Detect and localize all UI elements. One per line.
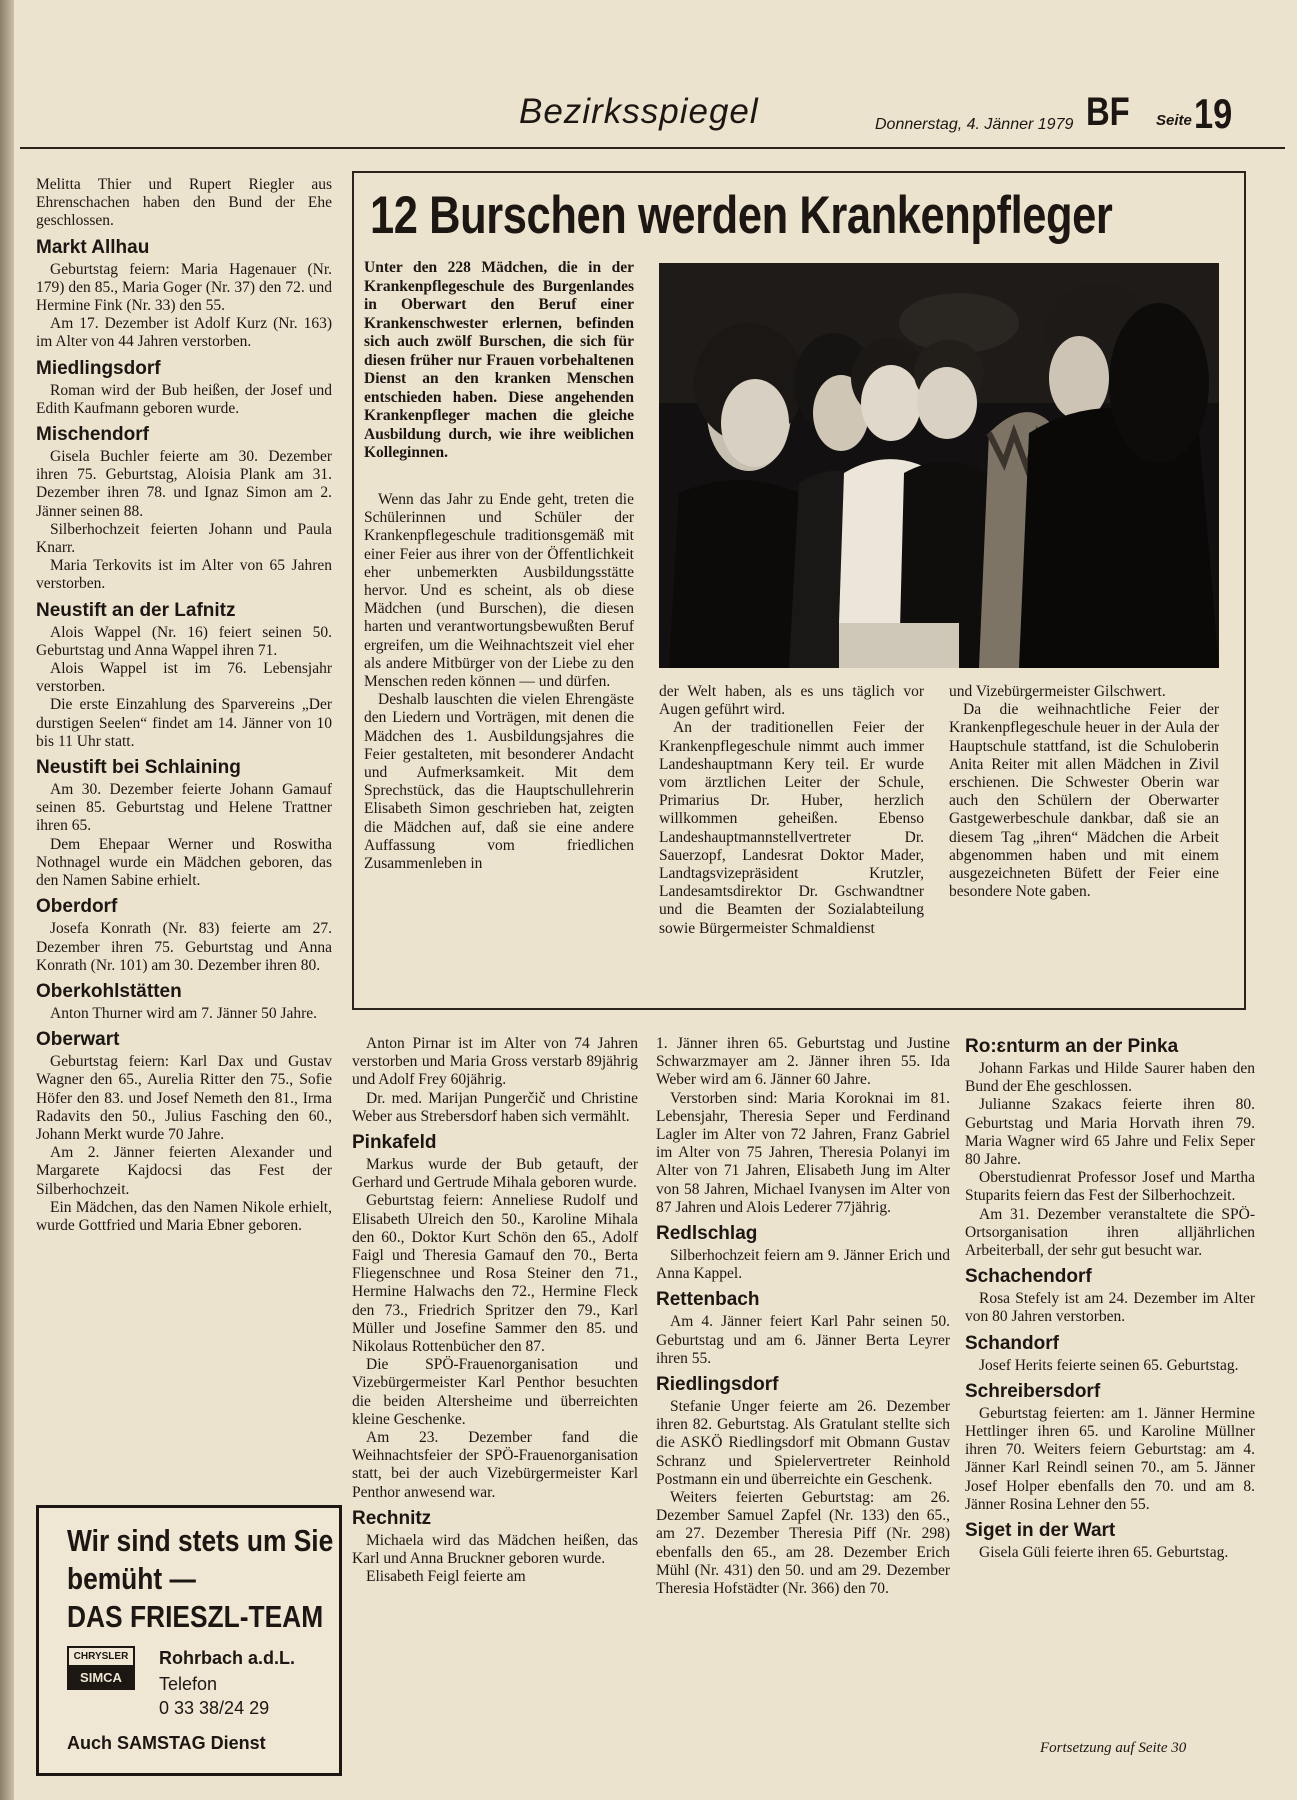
locality-heading: Mischendorf — [36, 424, 149, 446]
news-paragraph: Am 4. Jänner feiert Karl Pahr seinen 50. Geburtstag und am 6. Jänner Berta Leyrer ihren 55. — [656, 1313, 950, 1367]
news-paragraph: Weiters feierten Geburtstag: am 26. Dezember Samuel Zapfel (Nr. 133) den 65., am 27. Dezember Theresia Piff (Nr. 298) ebenfalls den 65., am 28. Dezember Erich Mühl (Nr. 431) den 50. und am 29. Dezember Theresia Hofstädter (Nr. 366) den 70. — [656, 1489, 950, 1598]
news-paragraph: Oberstudienrat Professor Josef und Martha Stuparits feiern das Fest der Silberhochzeit. — [965, 1169, 1255, 1205]
news-paragraph: Silberhochzeit feierten Johann und Paula Knarr. — [36, 520, 332, 557]
news-paragraph: Josefa Konrath (Nr. 83) feierte am 27. Dezember ihren 75. Geburtstag und Anna Konrath (Nr. 101) am 30. Dezember ihren 80. — [36, 920, 332, 974]
locality-heading: Schreibersdorf — [965, 1380, 1101, 1402]
ad-location: Rohrbach a.d.L. — [159, 1648, 296, 1668]
news-paragraph: Stefanie Unger feierte am 26. Dezember ihren 82. Geburtstag. Als Gratulant stellte sich die ASKÖ Riedlingsdorf mit Obmann Gustav Schranz und Spielervertreter Reinhold Postmann ein und überreichte ein Geschenk. — [656, 1398, 950, 1488]
frieszl-advertisement — [36, 1505, 342, 1776]
header-rule — [20, 147, 1285, 149]
feature-paragraph: Wenn das Jahr zu Ende geht, treten die Schülerinnen und Schüler der Krankenpflegeschule traditionsgemäß mit einer Feier aus ihrer von der Öffentlichkeit eher unbemerkten Ausbildungsstätte hervor. Und es scheint, als ob diese Mädchen (und Burschen), die diesen harten und verantwortungsbewußten Beruf ergreifen, um die Weihnachtszeit viel eher als andere Mitbürger von der Liebe zu den Menschen reden können — und dürfen. — [364, 491, 634, 691]
ad-footer: Auch SAMSTAG Dienst — [67, 1733, 266, 1753]
news-paragraph: Am 23. Dezember fand die Weihnachtsfeier der SPÖ-Frauenorganisation statt, bei der auch Vizebürgermeister Karl Penthor anwesend war. — [352, 1429, 638, 1501]
news-paragraph: Maria Terkovits ist im Alter von 65 Jahren verstorben. — [36, 557, 332, 593]
feature-body-column-2 — [659, 683, 924, 938]
page-label: Seite — [1156, 112, 1192, 129]
locality-heading: Miedlingsdorf — [36, 357, 161, 379]
news-paragraph: Anton Thurner wird am 7. Jänner 50 Jahre. — [50, 1004, 318, 1022]
ad-headline-line: bemüht — — [67, 1561, 196, 1596]
feature-paragraph: Da die weihnachtliche Feier der Krankenpflegeschule heuer in der Aula der Hauptschule stattfand, ist die Schuloberin Anita Reiter mit allen Mädchen in Zivil erschienen. Die Schwester Oberin war auch den Schülern der Oberwarter Gastgewerbeschule dankbar, daß sie an diesem Tag „ihren“ Mädchen die Arbeit abgenommen haben und mit einem ausgezeichneten Büfett der Feier eine besondere Note gaben. — [949, 701, 1219, 901]
news-paragraph: Am 17. Dezember ist Adolf Kurz (Nr. 163) im Alter von 44 Jahren verstorben. — [36, 315, 332, 351]
feature-body-column-3 — [949, 683, 1219, 901]
news-paragraph: Julianne Szakacs feierte ihren 80. Geburtstag und Maria Horvath ihren 79. Maria Wagner wird 65 Jahre und Felix Seper 80 Jahre. — [965, 1096, 1255, 1169]
news-paragraph: Roman wird der Bub heißen, der Josef und Edith Kaufmann geboren wurde. — [36, 381, 332, 417]
locality-heading: Ro:ɛnturm an der Pinka — [965, 1036, 1179, 1057]
locality-heading: Siget in der Wart — [965, 1520, 1116, 1542]
locality-heading: Neustift an der Lafnitz — [36, 599, 236, 621]
locality-heading: Markt Allhau — [36, 236, 150, 258]
locality-heading: Oberkohlstätten — [36, 980, 182, 1002]
news-paragraph: Johann Farkas und Hilde Saurer haben den Bund der Ehe geschlossen. — [965, 1060, 1255, 1096]
nurses-photo-image — [659, 263, 1219, 668]
news-paragraph: Die erste Einzahlung des Sparvereins „Der durstigen Seelen“ findet am 14. Jänner von 10 bis 11 Uhr statt. — [36, 696, 332, 750]
news-paragraph: Verstorben sind: Maria Koroknai im 81. Lebensjahr, Theresia Seper und Ferdinand Lagler im Alter von 72 Jahren, Franz Gabriel im Alter von 75 Jahren, Theresia Polanyi im Alter von 71 Jahren, Elisabeth Jung im Alter von 58 Jahren, Michael Ivanysen im Alter von 87 Jahren und Alois Lederer 77jährig. — [656, 1089, 950, 1216]
news-paragraph: Am 2. Jänner feierten Alexander und Margarete Kajdocsi das Fest der Silberhochzeit. — [36, 1144, 332, 1198]
brand-simca: SIMCA — [69, 1667, 133, 1688]
ad-headline — [67, 1522, 333, 1636]
ad-phone-label: Telefon — [159, 1674, 218, 1694]
ad-headline-line: DAS FRIESZL-TEAM — [67, 1599, 324, 1634]
news-paragraph: Elisabeth Feigl feierte am — [366, 1568, 526, 1586]
feature-paragraph: Deshalb lauschten die vielen Ehrengäste den Liedern und Vorträgen, mit denen die Mädchen des 1. Ausbildungsjahres die Feier gestalteten, mit besonderer Andacht und Aufmerksamkeit. Mit dem Sprechstück, das die Hauptschullehrerin Elisabeth Simon geschrieben hat, zeigten die Mädchen auf, daß sie eine andere Auffassung vom friedlichen Zusammenleben in — [364, 691, 634, 873]
news-column-2 — [352, 1035, 638, 1586]
locality-heading: Oberdorf — [36, 896, 118, 918]
feature-photo — [659, 263, 1219, 668]
news-paragraph: 1. Jänner ihren 65. Geburtstag und Justine Schwarzmayer am 2. Jänner ihren 55. Ida Weber wird am 6. Jänner 60 Jahre. — [656, 1035, 950, 1089]
page-number: 19 — [1194, 90, 1233, 137]
news-paragraph: Am 31. Dezember veranstaltete die SPÖ-Ortsorganisation ihren alljährlichen Arbeiterball, der sehr gut besucht war. — [965, 1205, 1255, 1260]
brand-chrysler: CHRYSLER — [69, 1648, 133, 1667]
locality-heading: Neustift bei Schlaining — [36, 757, 241, 779]
news-paragraph: Markus wurde der Bub getauft, der Gerhard und Gertrude Mihala geboren wurde. — [352, 1156, 638, 1192]
news-column-4 — [965, 1030, 1255, 1562]
news-paragraph: Ein Mädchen, das den Namen Nikole erhielt, wurde Gottfried und Maria Ebner geboren. — [36, 1198, 332, 1234]
locality-heading: Riedlingsdorf — [656, 1374, 779, 1396]
news-column-1 — [36, 176, 332, 1235]
feature-headline: 12 Burschen werden Krankenpfleger — [370, 186, 1113, 245]
news-paragraph: Dr. med. Marijan Pungerčič und Christine Weber aus Strebersdorf haben sich vermählt. — [352, 1089, 638, 1125]
page-header — [14, 0, 1297, 150]
news-paragraph: Geburtstag feierten: am 1. Jänner Hermine Hettlinger ihren 65. und Karoline Müllner ihren 70. Weiters feiern Geburtstag: am 4. Jänner Karl Reindl seinen 70., am 5. Jänner Josef Holper ebenfalls den 70. und am 8. Jänner Rosina Lehner den 55. — [965, 1404, 1255, 1513]
locality-heading: Rettenbach — [656, 1289, 760, 1311]
locality-heading: Schandorf — [965, 1332, 1059, 1354]
news-paragraph: Melitta Thier und Rupert Riegler aus Ehrenschachen haben den Bund der Ehe geschlossen. — [36, 176, 332, 230]
feature-paragraph: und Vizebürgermeister Gilschwert. — [949, 683, 1166, 700]
ad-headline-line: Wir sind stets um Sie — [67, 1523, 334, 1558]
issue-date: Donnerstag, 4. Jänner 1979 — [875, 116, 1074, 133]
news-paragraph: Am 30. Dezember feierte Johann Gamauf seinen 85. Geburtstag und Helene Trattner ihren 65. — [36, 781, 332, 835]
news-paragraph: Geburtstag feiern: Maria Hagenauer (Nr. 179) den 85., Maria Goger (Nr. 37) den 72. und Hermine Fink (Nr. 33) den 55. — [36, 260, 332, 315]
chrysler-simca-logo — [67, 1646, 135, 1690]
news-paragraph: Die SPÖ-Frauenorganisation und Vizebürgermeister Karl Penthor besuchten die beiden Altersheime und überreichten kleine Geschenke. — [352, 1356, 638, 1428]
locality-heading: Redlschlag — [656, 1223, 758, 1245]
locality-heading: Pinkafeld — [352, 1132, 437, 1154]
news-paragraph: Rosa Stefely ist am 24. Dezember im Alter von 80 Jahren verstorben. — [965, 1290, 1255, 1326]
feature-lead: Unter den 228 Mädchen, die in der Krankenpflegeschule des Burgenlandes in Oberwart den Beruf einer Krankenschwester erlernen, befinden sich auch zwölf Burschen, die sich für diesen früher nur Frauen vorbehaltenen Dienst an den kranken Menschen entschieden haben. Diese angehenden Krankenpfleger machen die gleiche Ausbildung durch, wie ihre weiblichen Kolleginnen. — [364, 259, 634, 461]
section-title: Bezirksspiegel — [519, 92, 759, 131]
locality-heading: Schachendorf — [965, 1266, 1092, 1288]
feature-body-column-1 — [364, 491, 634, 873]
feature-paragraph: An der traditionellen Feier der Krankenpflegeschule nimmt auch immer Landeshauptmann Kery teil. Er wurde vom ärztlichen Leiter der Schule, Primarius Dr. Huber, herzlich willkommen geheißen. Ebenso Landeshauptmannstellvertreter Dr. Sauerzopf, Landesrat Doktor Mader, Landtagsvizepräsident Krutzler, Landesamtsdirektor Dr. Gschwandtner und die Beamten der Sozialabteilung sowie Bürgermeister Schmaldienst — [659, 719, 924, 937]
news-paragraph: Alois Wappel (Nr. 16) feiert seinen 50. Geburtstag und Anna Wappel ihren 71. — [36, 623, 332, 659]
locality-heading: Rechnitz — [352, 1507, 432, 1529]
newspaper-logo: BF — [1086, 90, 1130, 134]
news-paragraph: Gisela Buchler feierte am 30. Dezember ihren 75. Geburtstag, Aloisia Plank am 31. Dezember ihren 78. und Ignaz Simon am 2. Jänner seinen 88. — [36, 448, 332, 520]
locality-heading: Oberwart — [36, 1029, 120, 1051]
news-paragraph: Silberhochzeit feiern am 9. Jänner Erich und Anna Kappel. — [656, 1247, 950, 1283]
continuation-note: Fortsetzung auf Seite 30 — [1040, 1740, 1187, 1756]
feature-paragraph: der Welt haben, als es uns täglich vor Augen geführt wird. — [659, 683, 924, 719]
news-paragraph: Josef Herits feierte seinen 65. Geburtstag. — [979, 1356, 1239, 1374]
news-paragraph: Gisela Güli feierte ihren 65. Geburtstag. — [979, 1544, 1229, 1562]
news-paragraph: Geburtstag feiern: Karl Dax und Gustav Wagner den 65., Aurelia Ritter den 75., Sofie Höfer den 83. und Josef Nemeth den 81., Irma Radavits den 50., Julius Fasching den 60., Johann Merkt wurde 70 Jahre. — [36, 1053, 332, 1143]
news-paragraph: Michaela wird das Mädchen heißen, das Karl und Anna Bruckner geboren wurde. — [352, 1531, 638, 1568]
feature-article — [352, 171, 1246, 1010]
news-paragraph: Alois Wappel ist im 76. Lebensjahr verstorben. — [36, 660, 332, 696]
ad-phone: 0 33 38/24 29 — [159, 1698, 270, 1718]
news-paragraph: Dem Ehepaar Werner und Roswitha Nothnagel wurde ein Mädchen geboren, das den Namen Sabine erhielt. — [36, 835, 332, 890]
news-column-3 — [656, 1035, 950, 1598]
news-paragraph: Anton Pirnar ist im Alter von 74 Jahren verstorben und Maria Gross verstarb 89jährig und Adolf Frey 60jährig. — [352, 1035, 638, 1089]
binding-edge — [0, 0, 14, 1800]
news-paragraph: Geburtstag feiern: Anneliese Rudolf und Elisabeth Ulreich den 50., Karoline Mihala den 60., Doktor Kurt Schön den 65., Adolf Faigl und Theresia Gamauf den 70., Berta Fliegenschnee und Rosa Steiner den 71., Hermine Halwachs den 72., Hermine Fleck den 73., Friedrich Spritzer den 79., Karl Müller und Josefine Sammer den 85. und Nikolaus Rottenbücher den 87. — [352, 1192, 638, 1356]
